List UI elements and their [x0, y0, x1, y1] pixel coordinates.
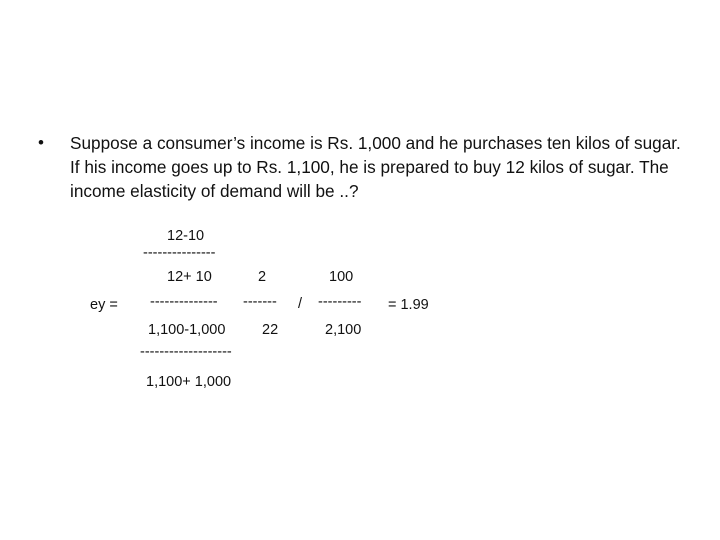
bottom-denominator: 1,100+ 1,000 [146, 374, 232, 390]
top-fraction-line: --------------- [143, 245, 216, 261]
top-numerator: 12-10 [167, 228, 205, 244]
middle-denominator: 22 [262, 322, 279, 338]
bottom-fraction-line: ------------------- [140, 344, 232, 360]
result-value: = 1.99 [388, 297, 429, 313]
formula-label: ey = [90, 297, 118, 313]
bullet-marker: • [38, 133, 44, 152]
right-numerator: 100 [329, 269, 354, 285]
question-text: Suppose a consumer’s income is Rs. 1,000 and he purchases ten kilos of sugar. If his income goes up to Rs. 1,100, he is prepared to buy 12 kilos of sugar. The income elasticity of demand will be ..? [70, 133, 681, 201]
divide-sign: / [298, 296, 303, 312]
middle-numerator: 2 [258, 269, 267, 285]
bottom-numerator: 1,100-1,000 [148, 322, 226, 338]
left-fraction-line: -------------- [150, 294, 218, 310]
right-fraction-line: --------- [318, 294, 362, 310]
middle-fraction-line: ------- [243, 294, 277, 310]
top-denominator: 12+ 10 [167, 269, 212, 285]
right-denominator: 2,100 [325, 322, 362, 338]
